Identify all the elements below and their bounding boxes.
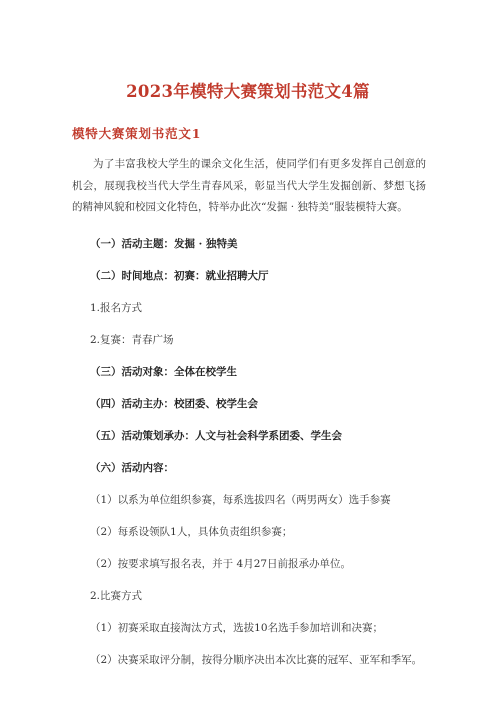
- item-content-2: （2）每系设领队1人，具体负责组织参赛；: [90, 526, 293, 538]
- item-content-3: （2）按要求填写报名表，并于 4月27日前报承办单位。: [90, 558, 352, 570]
- section-heading: 模特大赛策划书范文1: [72, 126, 202, 141]
- item-time-place: （二）时间地点：初赛：就业招聘大厅: [90, 270, 269, 282]
- item-rematch: 2.复赛：青春广场: [90, 334, 174, 346]
- item-signup: 1.报名方式: [90, 302, 143, 314]
- item-content-heading: （六）活动内容：: [90, 462, 174, 474]
- item-format-1: （1）初赛采取直接淘汰方式，选拔10名选手参加培训和决赛；: [90, 622, 384, 634]
- item-competition-format: 2.比赛方式: [90, 590, 143, 602]
- item-format-2: （2）决赛采取评分制，按得分顺序决出本次比赛的冠军、亚军和季军。: [90, 654, 423, 666]
- item-audience: （三）活动对象：全体在校学生: [90, 366, 237, 378]
- item-content-1: （1）以系为单位组织参赛，每系选拔四名（两男两女）选手参赛: [90, 494, 391, 506]
- item-theme: （一）活动主题：发掘 · 独特美: [90, 238, 238, 250]
- item-organizer: （五）活动策划承办：人文与社会科学系团委、学生会: [90, 430, 342, 442]
- document-title: 2023年模特大赛策划书范文4篇: [126, 82, 370, 101]
- item-host: （四）活动主办：校团委、校学生会: [90, 398, 258, 410]
- intro-paragraph: 为了丰富我校大学生的课余文化生活，使同学们有更多发挥自己创意的机会，展现我校当代大学生青春风采，彰显当代大学生发掘创新、梦想飞扬的精神风貌和校园文化特色，特举办此次“发掘 · 独特美”服装模特大赛。: [72, 158, 426, 213]
